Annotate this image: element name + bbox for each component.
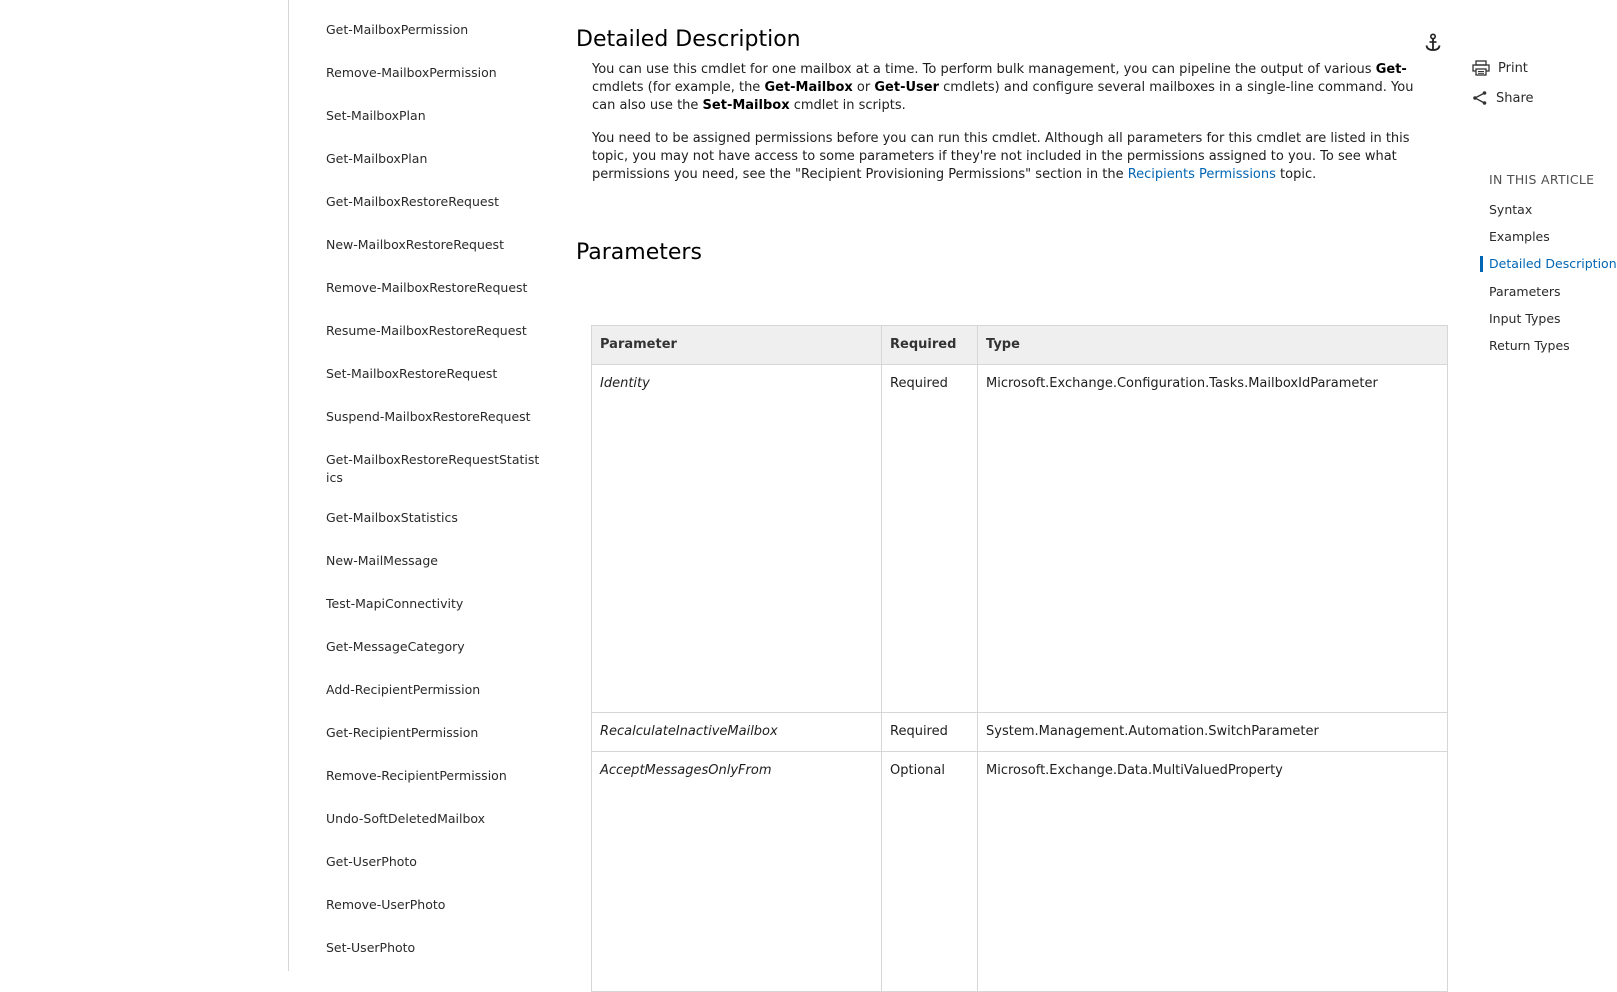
nav-item[interactable]: Add-RecipientPermission	[326, 682, 481, 697]
nav-item[interactable]: Remove-UserPhoto	[326, 897, 446, 912]
table-header-row	[592, 326, 1448, 365]
column-header: Parameter	[592, 326, 882, 365]
parameters-table	[591, 325, 1448, 992]
nav-item[interactable]: Get-MailboxRestoreRequestStatistics	[326, 452, 540, 485]
print-icon	[1472, 60, 1490, 76]
nav-item[interactable]: Test-MapiConnectivity	[326, 596, 464, 611]
article-link-input-types[interactable]: Input Types	[1489, 311, 1561, 326]
parameter-type: Microsoft.Exchange.Configuration.Tasks.MailboxIdParameter	[978, 365, 1448, 713]
parameter-name: Identity	[592, 365, 882, 713]
column-header: Required	[882, 326, 978, 365]
article-link-syntax[interactable]: Syntax	[1489, 202, 1533, 217]
table-row	[592, 365, 1448, 713]
article-link-detailed-description[interactable]: Detailed Description	[1489, 256, 1617, 271]
nav-item[interactable]: Set-MailboxRestoreRequest	[326, 366, 498, 381]
nav-item[interactable]: Suspend-MailboxRestoreRequest	[326, 409, 531, 424]
nav-item[interactable]: Get-MailboxStatistics	[326, 510, 458, 525]
parameter-type: Microsoft.Exchange.Data.MultiValuedProperty	[978, 752, 1448, 992]
print-button[interactable]	[1472, 60, 1528, 76]
parameter-required: Required	[882, 713, 978, 752]
nav-item[interactable]: Get-UserPhoto	[326, 854, 417, 869]
parameter-name: RecalculateInactiveMailbox	[592, 713, 882, 752]
parameter-required: Required	[882, 365, 978, 713]
article-link-examples[interactable]: Examples	[1489, 229, 1550, 244]
share-icon	[1472, 90, 1488, 106]
column-header: Type	[978, 326, 1448, 365]
nav-item[interactable]: Remove-MailboxPermission	[326, 65, 497, 80]
table-row	[592, 752, 1448, 992]
nav-item[interactable]: Remove-RecipientPermission	[326, 768, 507, 783]
table-row	[592, 713, 1448, 752]
permissions-paragraph: You need to be assigned permissions before you can run this cmdlet. Although all parameters for this cmdlet are listed in this topic, you may not have access to some parameters if they're not included in the permissions assigned to you. To see what permissions you need, see the "Recipient Provisioning Permissions" section in the Recipients Permissions topic.	[592, 131, 1410, 182]
description-heading: Detailed Description	[576, 27, 801, 52]
share-label: Share	[1496, 90, 1534, 106]
nav-item[interactable]: Remove-MailboxRestoreRequest	[326, 280, 528, 295]
description-paragraph: You can use this cmdlet for one mailbox at a time. To perform bulk management, you can pipeline the output of various Get- cmdlets (for example, the Get-Mailbox or Get-User cmdlets) and configure several mailboxes in a single-line command. You can also use the Set-Mailbox cmdlet in scripts.	[592, 62, 1414, 113]
nav-item[interactable]: Get-MessageCategory	[326, 639, 465, 654]
nav-item[interactable]: Resume-MailboxRestoreRequest	[326, 323, 527, 338]
parameters-heading: Parameters	[576, 240, 702, 265]
nav-item[interactable]: Get-MailboxPlan	[326, 151, 428, 166]
parameter-type: System.Management.Automation.SwitchParameter	[978, 713, 1448, 752]
nav-item[interactable]: Set-MailboxPlan	[326, 108, 426, 123]
nav-item[interactable]: New-MailMessage	[326, 553, 438, 568]
print-label: Print	[1498, 60, 1528, 76]
parameter-required: Optional	[882, 752, 978, 992]
recipients-permissions-link[interactable]: Recipients Permissions	[1127, 167, 1276, 182]
nav-item[interactable]: New-MailboxRestoreRequest	[326, 237, 504, 252]
nav-item[interactable]: Set-UserPhoto	[326, 940, 416, 955]
nav-item[interactable]: Get-MailboxPermission	[326, 22, 469, 37]
nav-item[interactable]: Get-MailboxRestoreRequest	[326, 194, 499, 209]
parameter-name: AcceptMessagesOnlyFrom	[592, 752, 882, 992]
active-indicator	[1480, 256, 1483, 272]
article-link-return-types[interactable]: Return Types	[1489, 338, 1570, 353]
in-article-heading: IN THIS ARTICLE	[1489, 172, 1595, 187]
nav-item[interactable]: Undo-SoftDeletedMailbox	[326, 811, 486, 826]
share-button[interactable]	[1472, 90, 1534, 106]
nav-item[interactable]: Get-RecipientPermission	[326, 725, 479, 740]
article-link-parameters[interactable]: Parameters	[1489, 284, 1561, 299]
